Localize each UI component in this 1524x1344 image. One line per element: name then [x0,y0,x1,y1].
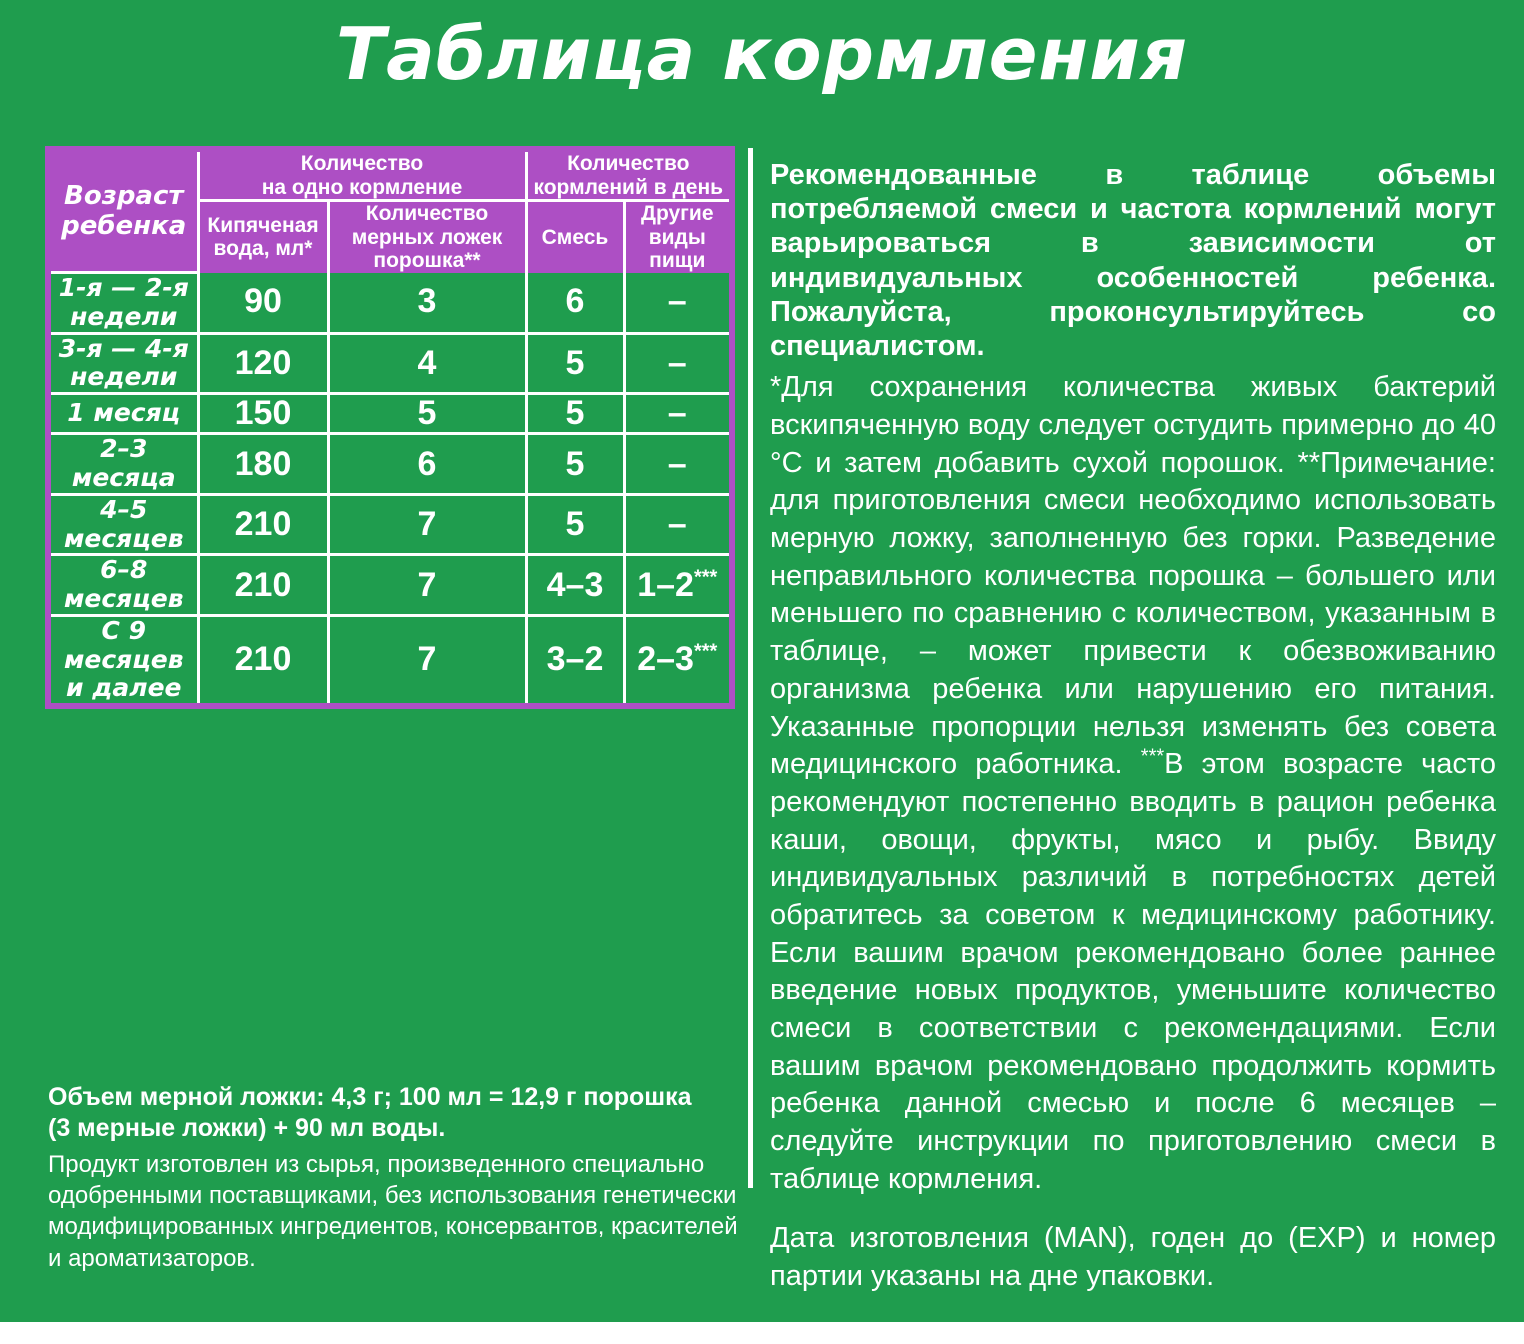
age-line2: недели [70,362,178,392]
header-other-foods [624,201,732,273]
header-scoops [328,201,526,273]
header-scoops-line3: порошка** [373,249,481,273]
cell-other [624,394,732,434]
header-other-line1: Другие [640,202,714,226]
age-line1: 2–3 [100,434,148,464]
cell-water: 210 [198,494,328,555]
instructions-column [770,158,1496,1296]
header-feedings-line1: Количество [567,152,690,175]
header-scoops-line1: Количество [365,202,489,226]
cell-water: 210 [198,555,328,616]
header-formula-label: Смесь [541,225,609,249]
other-value: – [667,394,687,433]
header-feedings-per-day [526,149,732,201]
header-formula [526,201,624,273]
cell-scoops: 7 [328,494,526,555]
table-row [48,434,732,495]
table-row [48,273,732,334]
footnote-marker-triple-asterisk: *** [1140,745,1165,768]
cell-scoops: 3 [328,273,526,334]
other-footnote-marker: *** [693,566,718,589]
header-per-feeding-line2: на одно кормление [261,175,463,199]
header-age-line2: ребенка [61,210,187,241]
table-group-header-row [48,149,732,201]
feeding-table [45,146,735,709]
cell-water: 90 [198,273,328,334]
header-water-line1: Кипяченая [207,213,319,237]
bottom-white-strip [0,1322,1524,1344]
header-scoops-line2: мерных ложек [351,225,503,249]
cell-age [48,434,198,495]
column-divider [748,148,753,1188]
cell-water: 180 [198,434,328,495]
scoop-volume-line2: (3 мерные ложки) + 90 мл воды. [48,1113,446,1142]
table-row [48,615,732,706]
header-water-line2: вода, мл* [213,237,313,261]
age-line1: 1 месяц [67,398,181,428]
cell-other [624,555,732,616]
age-line1: 6–8 [100,555,148,585]
other-value: – [667,505,687,544]
age-line1: С 9 [101,615,146,645]
feeding-table-body [48,273,732,707]
other-value: – [667,343,687,382]
header-per-feeding-line1: Количество [300,152,424,175]
age-line2: недели [70,301,178,331]
footnotes-part2: В этом возрасте часто рекомендуют постепенно вводить в рацион ребенка каши, овощи, фрукты, мясо и рыбу. Ввиду индивидуальных различий в потребностях детей обратитесь за советом к медицинскому работнику. Если вашим врачом рекомендовано более раннее введение новых продуктов, уменьшите количество смеси в соответствии с рекомендациями. Если вашим врачом рекомендовано продолжить кормить ребенка данной смесью и после 6 месяцев – следуйте инструкции по приготовлению смеси в таблице кормления. [770,748,1496,1195]
cell-formula: 5 [526,394,624,434]
cell-formula: 5 [526,494,624,555]
origin-note: Продукт изготовлен из сырья, произведенного специально одобренными поставщиками, без использования генетически модифицированных ингредиентов, консервантов, красителей и ароматизаторов. [48,1151,738,1272]
table-row [48,494,732,555]
cell-water: 210 [198,615,328,706]
cell-scoops: 7 [328,615,526,706]
cell-other [624,434,732,495]
table-notes [48,1082,748,1274]
age-line1: 4–5 [100,494,148,524]
cell-scoops: 6 [328,434,526,495]
header-age-line1: Возраст [64,180,184,211]
header-boiled-water [198,201,328,273]
cell-formula: 6 [526,273,624,334]
cell-water: 120 [198,333,328,394]
other-value: – [667,282,687,321]
age-line2: месяцев [63,523,184,553]
scoop-volume-line1: Объем мерной ложки: 4,3 г; 100 мл = 12,9 г порошка [48,1083,692,1111]
table-row [48,333,732,394]
cell-age [48,273,198,334]
table-row [48,394,732,434]
age-line2: месяцев [63,584,184,614]
other-value: 2–3 [637,640,694,679]
manufacture-date-paragraph: Дата изготовления (MAN), годен до (EXP) и номер партии указаны на дне упаковки. [770,1222,1496,1293]
cell-age [48,555,198,616]
age-line1: 1-я — 2-я [58,273,189,303]
header-other-line2: виды пищи [648,225,706,273]
cell-other [624,333,732,394]
feeding-table-container [45,146,729,709]
cell-scoops: 5 [328,394,526,434]
cell-scoops: 4 [328,333,526,394]
footnotes-paragraph [770,369,1496,1198]
cell-formula: 3–2 [526,615,624,706]
cell-other [624,273,732,334]
age-line2: месяцев [63,644,184,674]
table-row [48,555,732,616]
cell-other [624,615,732,706]
header-feedings-line2: кормлений в день [533,175,724,199]
header-per-feeding [198,149,526,201]
intro-paragraph: Рекомендованные в таблице объемы потребляемой смеси и частота кормлений могут варьироваться в зависимости от индивидуальных особенностей ребенка. Пожалуйста, проконсультируйтесь со специалистом. [770,159,1496,363]
other-value: – [667,444,687,483]
other-value: 1–2 [637,565,694,604]
cell-age [48,494,198,555]
page-title: Таблица кормления [336,12,1188,96]
age-line2: месяца [71,463,176,493]
other-footnote-marker: *** [693,641,718,664]
cell-age [48,333,198,394]
cell-other [624,494,732,555]
footnotes-part1: *Для сохранения количества живых бактерий вскипяченную воду следует остудить примерно до 40 °С и затем добавить сухой порошок. **Примечание: для приготовления смеси необходимо использовать мерную ложку, заполненную без горки. Разведение неправильного количества порошка – большего или меньшего по сравнению с количеством, указанным в таблице, – может привести к обезвоживанию организма ребенка или нарушению его питания. Указанные пропорции нельзя изменять без совета медицинского работника. [770,371,1496,781]
age-line1: 3-я — 4-я [58,333,189,363]
cell-water: 150 [198,394,328,434]
cell-scoops: 7 [328,555,526,616]
cell-formula: 5 [526,333,624,394]
cell-formula: 5 [526,434,624,495]
header-age [48,149,198,273]
cell-formula: 4–3 [526,555,624,616]
cell-age [48,394,198,434]
cell-age [48,615,198,706]
age-line3: и далее [65,673,182,703]
scoop-volume-note [48,1082,748,1143]
